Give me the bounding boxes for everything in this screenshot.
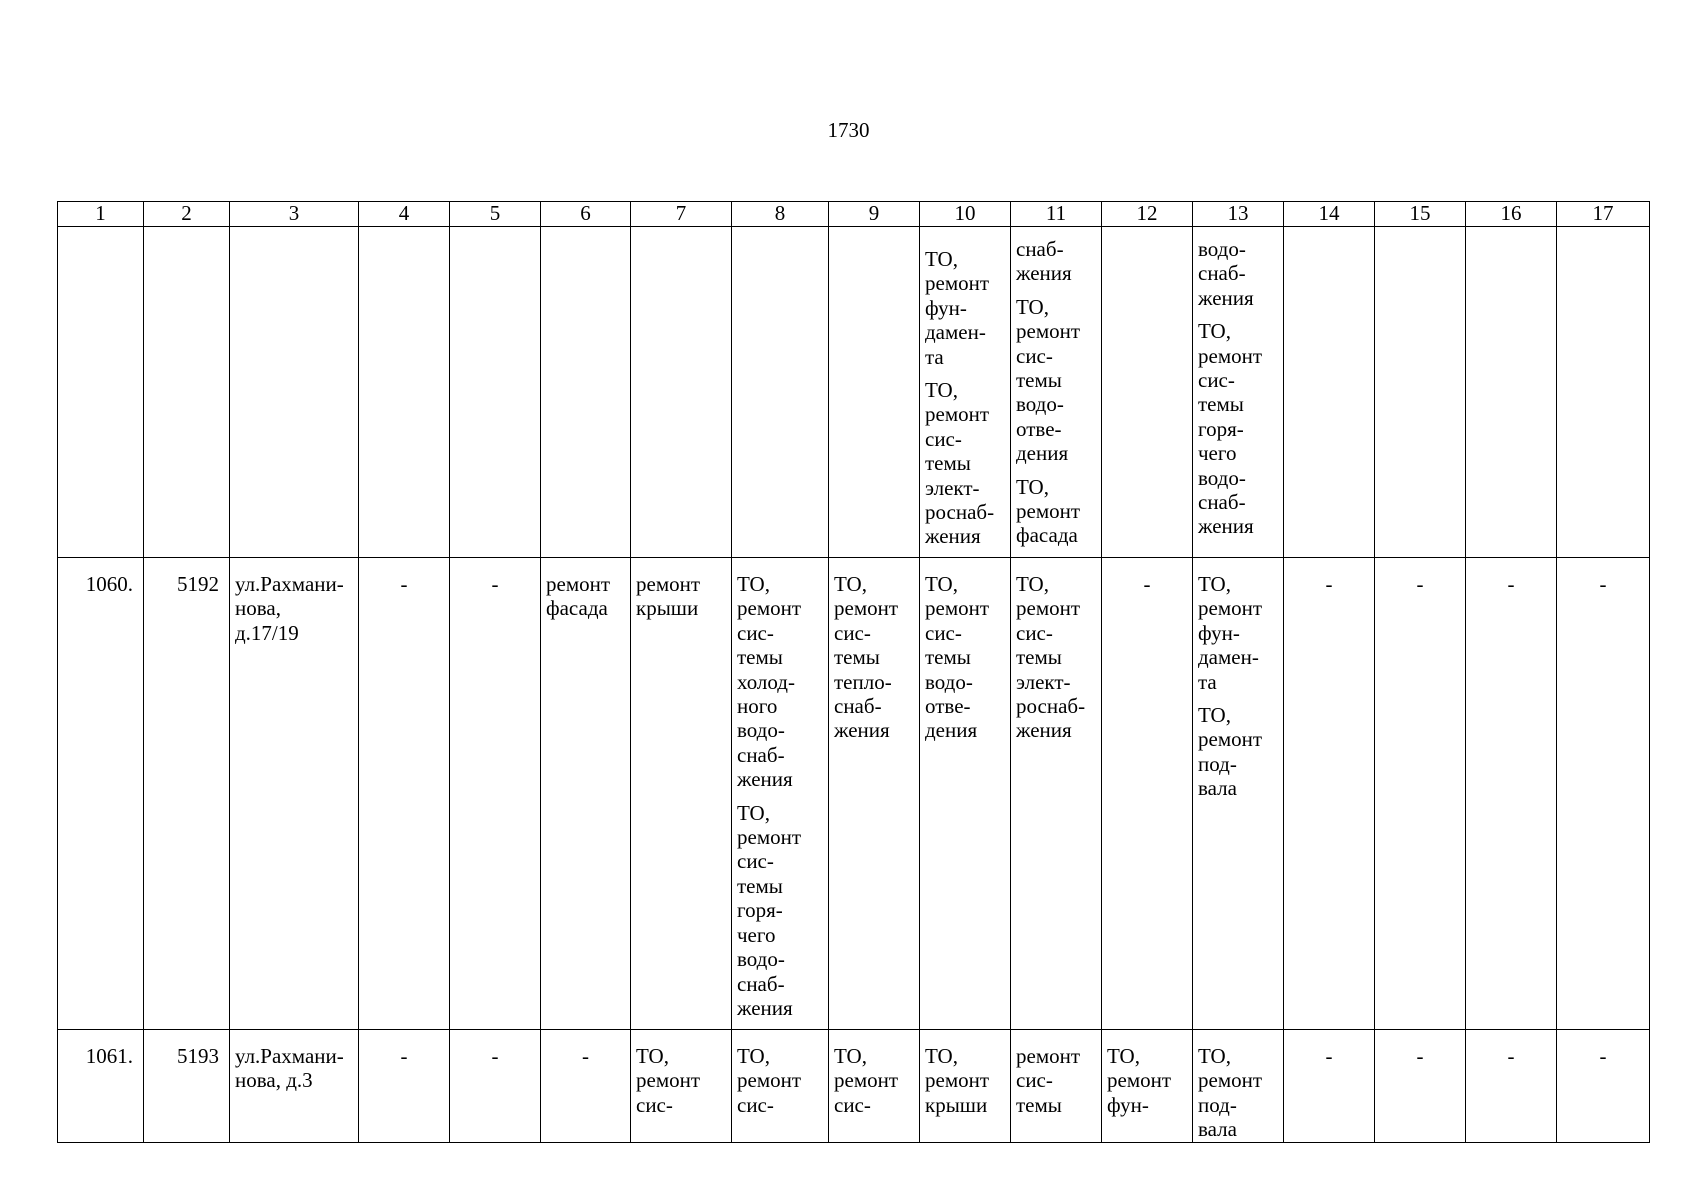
code-cell xyxy=(144,558,230,1030)
column-header: 12 xyxy=(1102,202,1193,227)
table-cell xyxy=(1466,558,1557,1030)
table-cell xyxy=(1557,227,1650,558)
table-cell xyxy=(58,227,144,558)
row-number-cell xyxy=(58,1030,144,1143)
table-cell xyxy=(631,558,732,1030)
column-header: 8 xyxy=(732,202,829,227)
work-item: ТО, ремонт сис- темы водо- отве- дения xyxy=(1016,294,1081,466)
dash: - xyxy=(491,572,499,596)
table-cell xyxy=(1193,227,1284,558)
column-header: 7 xyxy=(631,202,732,227)
column-header: 6 xyxy=(541,202,631,227)
table-cell xyxy=(732,227,829,558)
work-item: ремонт фасада xyxy=(546,572,611,621)
table-cell xyxy=(829,558,920,1030)
table-cell xyxy=(541,558,631,1030)
column-header: 9 xyxy=(829,202,920,227)
column-header: 1 xyxy=(58,202,144,227)
dash: - xyxy=(1599,1044,1607,1068)
table-cell xyxy=(829,1030,920,1143)
table-cell xyxy=(450,1030,541,1143)
column-header: 16 xyxy=(1466,202,1557,227)
work-item: ТО, ремонт сис- темы холод- ного водо- снаб- жения xyxy=(737,572,802,792)
header-row xyxy=(58,202,1650,227)
table-cell xyxy=(450,558,541,1030)
table-cell xyxy=(1466,227,1557,558)
page-number: 1730 xyxy=(827,118,870,142)
table-cell xyxy=(1193,1030,1284,1143)
table-cell xyxy=(920,1030,1011,1143)
row-number: 1061. xyxy=(85,1044,133,1068)
table-row xyxy=(58,558,1650,1030)
column-header: 17 xyxy=(1557,202,1650,227)
table-cell xyxy=(1102,227,1193,558)
column-header: 3 xyxy=(230,202,359,227)
column-header: 2 xyxy=(144,202,230,227)
work-item: ТО, ремонт сис- xyxy=(737,1044,802,1117)
object-code: 5193 xyxy=(177,1044,219,1068)
dash: - xyxy=(1416,572,1424,596)
table-cell xyxy=(1375,1030,1466,1143)
code-cell xyxy=(144,1030,230,1143)
table-cell xyxy=(920,227,1011,558)
work-item: ремонт крыши xyxy=(636,572,701,621)
work-item: ТО, ремонт сис- темы элект- роснаб- жения xyxy=(1016,572,1086,743)
work-item: ТО, ремонт сис- темы горя- чего водо- снаб- жения xyxy=(737,800,802,1020)
dash: - xyxy=(1143,572,1151,596)
table-cell xyxy=(1102,558,1193,1030)
work-item: ТО, ремонт сис- темы элект- роснаб- жения xyxy=(925,378,995,549)
table-cell xyxy=(1284,558,1375,1030)
address-cell xyxy=(230,558,359,1030)
column-header: 15 xyxy=(1375,202,1466,227)
column-header: 5 xyxy=(450,202,541,227)
address: ул.Рахмани- нова, д.17/19 xyxy=(235,572,344,645)
table-cell xyxy=(230,227,359,558)
dash: - xyxy=(491,1044,499,1068)
dash: - xyxy=(1599,572,1607,596)
table-cell xyxy=(1557,1030,1650,1143)
work-item: ТО, ремонт сис- темы горя- чего водо- снаб- жения xyxy=(1198,319,1263,539)
dash: - xyxy=(1507,572,1515,596)
table-cell xyxy=(1375,227,1466,558)
table-cell xyxy=(359,227,450,558)
table-cell xyxy=(1011,227,1102,558)
work-item: ТО, ремонт сис- xyxy=(636,1044,701,1117)
work-item: ТО, ремонт крыши xyxy=(925,1044,990,1117)
dash: - xyxy=(1416,1044,1424,1068)
table-cell xyxy=(1466,1030,1557,1143)
work-item: ремонт сис- темы xyxy=(1016,1044,1081,1117)
work-item: ТО, ремонт под- вала xyxy=(1198,703,1263,801)
column-header: 14 xyxy=(1284,202,1375,227)
column-header: 13 xyxy=(1193,202,1284,227)
work-item: ТО, ремонт фун- дамен- та xyxy=(1198,572,1263,694)
row-number: 1060. xyxy=(85,572,133,596)
table-cell xyxy=(450,227,541,558)
work-item: ТО, ремонт сис- xyxy=(834,1044,899,1117)
work-item: ТО, ремонт фун- xyxy=(1107,1044,1172,1117)
table-cell xyxy=(1557,558,1650,1030)
work-item: ТО, ремонт под- вала xyxy=(1198,1044,1263,1142)
dash: - xyxy=(582,1044,589,1068)
table-cell xyxy=(144,227,230,558)
schedule-table xyxy=(57,201,1650,1143)
table-cell xyxy=(1375,558,1466,1030)
table-cell xyxy=(1011,558,1102,1030)
object-code: 5192 xyxy=(177,572,219,596)
address: ул.Рахмани- нова, д.3 xyxy=(235,1044,344,1093)
dash: - xyxy=(1507,1044,1515,1068)
row-number-cell xyxy=(58,558,144,1030)
table-cell xyxy=(829,227,920,558)
table-cell xyxy=(541,227,631,558)
work-item: ТО, ремонт сис- темы тепло- снаб- жения xyxy=(834,572,899,743)
address-cell xyxy=(230,1030,359,1143)
table-cell xyxy=(359,558,450,1030)
table-row-continuation xyxy=(58,227,1650,558)
table-row xyxy=(58,1030,1650,1143)
table-cell xyxy=(1193,558,1284,1030)
work-item: снаб- жения xyxy=(1016,237,1072,286)
table-cell xyxy=(1011,1030,1102,1143)
column-header: 10 xyxy=(920,202,1011,227)
work-item: водо- снаб- жения xyxy=(1198,237,1254,310)
table-cell xyxy=(541,1030,631,1143)
table-cell xyxy=(631,1030,732,1143)
work-item: ТО, ремонт фун- дамен- та xyxy=(925,247,990,369)
table-cell xyxy=(732,1030,829,1143)
table-cell xyxy=(1284,227,1375,558)
table-cell xyxy=(732,558,829,1030)
dash: - xyxy=(400,1044,408,1068)
table-cell xyxy=(920,558,1011,1030)
table-cell xyxy=(1102,1030,1193,1143)
table-cell xyxy=(631,227,732,558)
dash: - xyxy=(400,572,408,596)
table-cell xyxy=(359,1030,450,1143)
table-cell xyxy=(1284,1030,1375,1143)
work-item: ТО, ремонт сис- темы водо- отве- дения xyxy=(925,572,990,743)
dash: - xyxy=(1325,1044,1333,1068)
column-header: 11 xyxy=(1011,202,1102,227)
column-header: 4 xyxy=(359,202,450,227)
dash: - xyxy=(1325,572,1333,596)
work-item: ТО, ремонт фасада xyxy=(1016,474,1081,548)
